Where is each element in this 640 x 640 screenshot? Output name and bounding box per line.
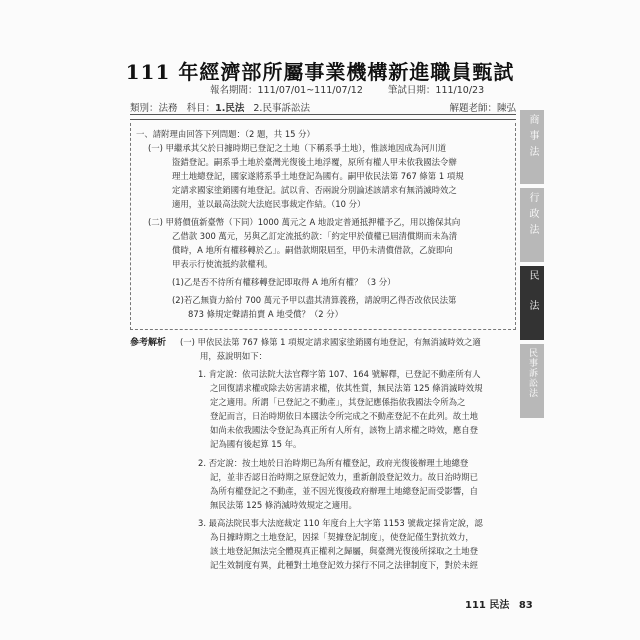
subject-2: 2.民事訴訟法 <box>253 103 310 114</box>
answer-point-2: 無民法第 125 條消滅時效規定之適用。 <box>210 500 357 510</box>
answer-point-1: 之回復請求權或除去妨害請求權，依其性質，無民法第 125 條消滅時效規 <box>210 383 483 393</box>
page-number: 83 <box>518 600 533 611</box>
answer-point-1: 如尚未依我國法令登記為真正所有人所有，該物上請求權之時效，應自登 <box>210 425 478 435</box>
q2-line: 乙借款 300 萬元，另與乙訂定流抵約款：「約定甲於債權已屆清償期而未為清 <box>172 231 458 241</box>
answer-lead: (一) 甲依民法第 767 條第 1 項規定請求國家塗銷國有地登記，有無消滅時效之適 <box>180 337 481 347</box>
page-footer <box>465 596 533 611</box>
q1-line: 定請求國家塗銷國有地登記。試以肯、否兩說分別論述該請求有無消滅時效之 <box>172 185 457 195</box>
q1-line: 盜錯登記。嗣系爭土地於臺灣光復後土地浮覆，原所有權人甲未依我國法令辦 <box>172 157 457 167</box>
answer-point-2: 為所有權登記之不動產，並不因光復後政府辦理土地總登記而受影響，自 <box>210 486 478 496</box>
q2-sub-2: (2)若乙無資力給付 700 萬元予甲以盡其清算義務，請說明乙得否改依民法第 <box>172 295 457 305</box>
author: 解題老師：陳弘 <box>449 103 516 114</box>
answer-point-3: 記生效制度有異，此種對土地登記效力採行不同之法律制度下，對於未經 <box>210 560 478 570</box>
category: 類別：法務 <box>130 103 178 114</box>
tab-administrative-law[interactable]: 行政法 <box>520 188 544 262</box>
exam-dates <box>210 82 506 96</box>
q1-line: (一) 甲繼承其父於日據時期已登記之土地（下稱系爭土地），惟該地因成為河川道 <box>148 143 447 153</box>
tab-commercial-law[interactable]: 商事法 <box>520 110 544 184</box>
q2-line: 償時，A 地所有權移轉於乙」。嗣借款期限屆至，甲仍未清償借款，乙旋即向 <box>172 245 453 255</box>
registration-period: 報名期間：111/07/01~111/07/12 <box>210 85 363 96</box>
answer-point-3: 3. 最高法院民事大法庭裁定 110 年度台上大字第 1153 號裁定採肯定說，認 <box>198 518 483 528</box>
meta-row <box>130 100 516 114</box>
tab-civil-law[interactable]: 民法 <box>520 266 544 340</box>
q2-sub-1: (1)乙是否不待所有權移轉登記即取得 A 地所有權？（3 分） <box>172 277 396 287</box>
answer-point-3: 該土地登記無法完全體現真正權利之歸屬，與臺灣光復後所採取之土地登 <box>210 546 478 556</box>
answer-point-2: 記，並非否認日治時期之原登記效力，重新創設登記效力。故日治時期已 <box>210 472 478 482</box>
question-intro: 一、請附理由回答下列問題：（2 題，共 15 分） <box>136 129 315 139</box>
divider <box>130 119 516 120</box>
q2-sub-2: 873 條規定聲請拍賣 A 地受償？（2 分） <box>188 309 343 319</box>
subject-label: 科目： <box>186 103 216 114</box>
answer-lead: 用，茲說明如下： <box>200 351 267 361</box>
exam-date: 筆試日期：111/10/23 <box>387 85 485 96</box>
page-title: 111 年經濟部所屬事業機構新進職員甄試 <box>125 60 515 84</box>
chapter-sidebar <box>520 110 544 418</box>
answer-point-1: 記為國有後起算 15 年。 <box>210 439 302 449</box>
answer-point-1: 定之適用。所謂「已登記之不動產」，其登記應係指依我國法令所為之 <box>210 397 466 407</box>
q1-line: 適用，並以最高法院大法庭民事裁定作結。（10 分） <box>172 199 366 209</box>
q1-line: 理土地總登記，國家遂將系爭土地登記為國有。嗣甲依民法第 767 條第 1 項規 <box>172 171 464 181</box>
tab-civil-procedure-law[interactable]: 民事訴訟法 <box>520 344 544 418</box>
answer-point-3: 為日據時期之土地登記，因採「契據登記制度」，使登記僅生對抗效力， <box>210 532 474 542</box>
divider <box>130 114 516 115</box>
answer-point-1: 登記而言，日治時期依日本國法令所完成之不動產登記不在此列。故土地 <box>210 411 478 421</box>
footer-section: 111 民法 <box>465 600 510 611</box>
answer-label: 參考解析 <box>130 338 167 348</box>
subject-1: 1.民法 <box>215 103 245 114</box>
q2-line: 甲表示行使流抵約款權利。 <box>172 259 273 269</box>
q2-line: (二) 甲將價值新臺幣（下同）1000 萬元之 A 地設定普通抵押權予乙，用以擔保其向 <box>148 217 461 227</box>
answer-point-2: 2. 否定說：按土地於日治時期已為所有權登記，政府光復後辦理土地總登 <box>198 458 469 468</box>
answer-point-1: 1. 肯定說：依司法院大法官釋字第 107、164 號解釋，已登記不動產所有人 <box>198 369 481 379</box>
